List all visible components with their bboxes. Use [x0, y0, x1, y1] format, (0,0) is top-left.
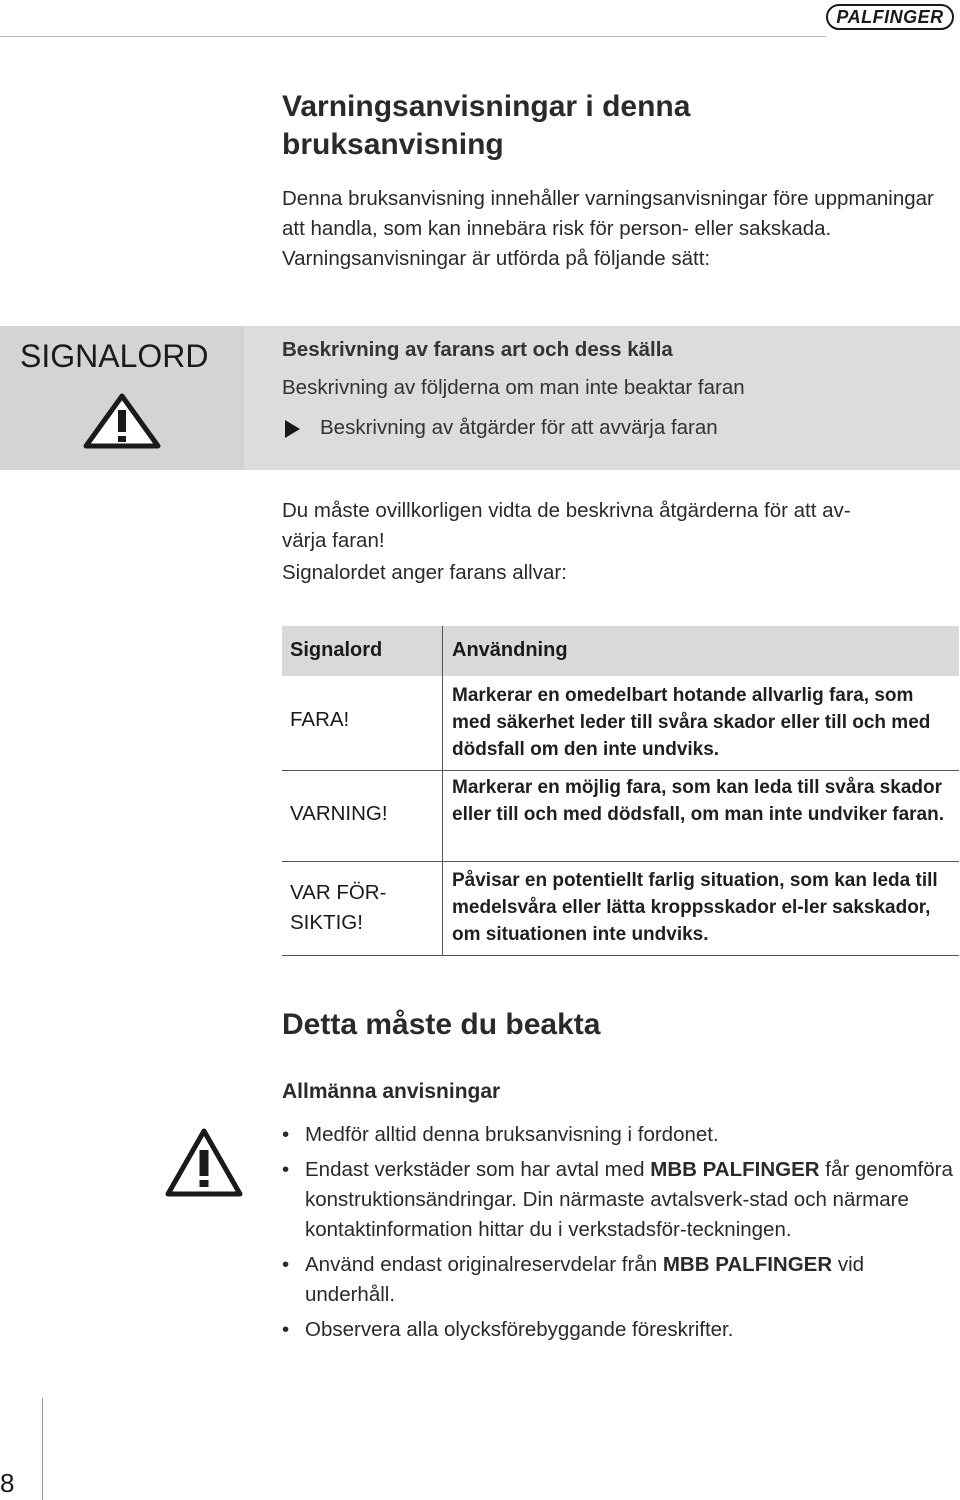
- table-row-divider: [282, 955, 959, 956]
- intro-text: Denna bruksanvisning innehåller varningsanvisningar före uppmaningar att handla, som kan innebära risk för person- eller sakskada.: [282, 187, 934, 240]
- intro-text-2: Varningsanvisningar är utförda på följande sätt:: [282, 247, 711, 270]
- palfinger-logo: PALFINGER: [826, 4, 954, 30]
- list-item: • Medför alltid denna bruksanvisning i fordonet.: [282, 1120, 958, 1150]
- list-item: • Observera alla olycksförebyggande föreskrifter.: [282, 1315, 958, 1345]
- table-row-divider: [282, 861, 959, 862]
- table-row-word-varforsiktig: [290, 878, 386, 938]
- table-row-desc-varforsiktig: Påvisar en potentiellt farlig situation, som kan leda till medelsvåra eller lätta kroppsskador el-ler sakskador, om situationen inte undviks.: [452, 870, 938, 945]
- table-header-signalord: Signalord: [290, 639, 383, 661]
- warning-triangle-icon: [82, 392, 162, 450]
- warning-triangle-icon: [164, 1126, 244, 1198]
- table-row-word-varning: VARNING!: [290, 802, 388, 825]
- signal-word: SIGNALORD: [20, 338, 209, 374]
- table-header-usage: Användning: [452, 639, 568, 661]
- table-column-divider: [442, 626, 443, 956]
- general-instructions-list: [282, 1120, 958, 1350]
- signalword-intro: Signalordet anger farans allvar:: [282, 561, 567, 584]
- must-text: Du måste ovillkorligen vidta de beskrivna åtgärderna för att av-: [282, 499, 851, 522]
- table-row-divider: [282, 770, 959, 771]
- hazard-type-line: Beskrivning av farans art och dess källa: [282, 338, 673, 361]
- section2-subtitle: Allmänna anvisningar: [282, 1080, 501, 1103]
- table-header: [282, 626, 959, 676]
- table-row-desc-varning: Markerar en möjlig fara, som kan leda till svåra skador eller till och med dödsfall, om man inte undviker faran.: [452, 777, 944, 825]
- table-row-word-varforsiktig-l1: VAR FÖR-: [290, 881, 387, 904]
- after-box-paragraph: [282, 496, 958, 588]
- table-row-word-varforsiktig-l2: SIKTIG!: [290, 911, 363, 934]
- footer-rule: [42, 1398, 43, 1500]
- list-item: • Endast verkstäder som har avtal med MBB PALFINGER får genomföra konstruktionsändringar. Din närmaste avtalsverk-stad och närmare kontaktinformation hittar du i verkstadsför-teckningen.: [282, 1155, 958, 1245]
- header-rule: [0, 36, 826, 37]
- action-line: Beskrivning av åtgärder för att avvärja faran: [320, 416, 718, 439]
- section-title: Varningsanvisningar i denna bruksanvisning: [282, 90, 691, 161]
- table-row-word-fara: FARA!: [290, 708, 350, 731]
- list-item: • Använd endast originalreservdelar från MBB PALFINGER vid underhåll.: [282, 1250, 958, 1310]
- table-row-desc-fara: Markerar en omedelbart hotande allvarlig fara, som med säkerhet leder till svåra skador eller till och med dödsfall om den inte undviks.: [452, 685, 931, 760]
- must-text-2: värja faran!: [282, 529, 385, 552]
- action-arrow-icon: [285, 420, 300, 438]
- consequence-line: Beskrivning av följderna om man inte beaktar faran: [282, 376, 745, 399]
- intro-paragraph: [282, 184, 958, 274]
- section2-title: Detta måste du beakta: [282, 1008, 601, 1041]
- page-number: 8: [0, 1468, 15, 1498]
